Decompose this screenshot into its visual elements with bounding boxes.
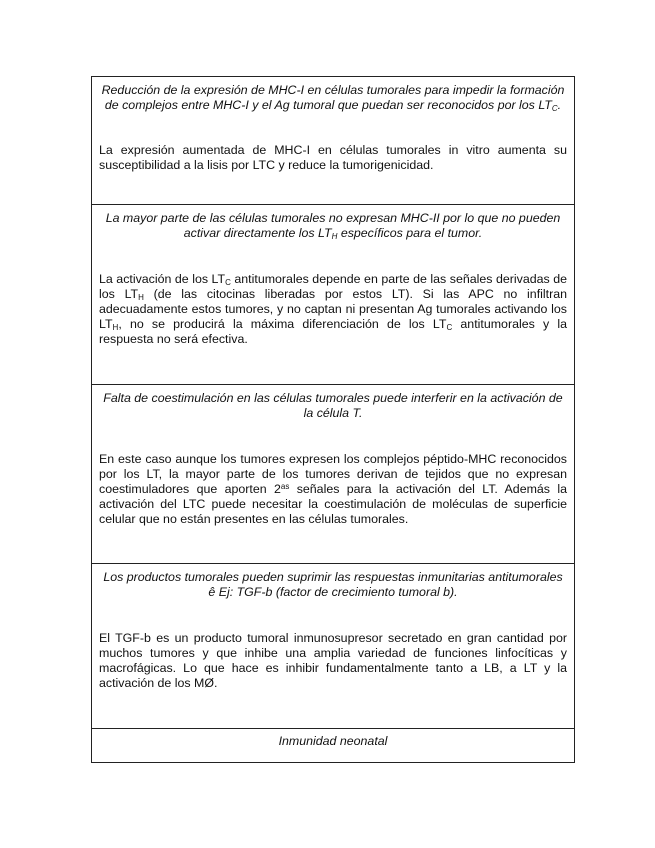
content-table bbox=[91, 76, 575, 763]
body-text: , no se producirá la máxima diferenciación de los LT bbox=[118, 317, 447, 331]
body-text: En este caso aunque los tumores expresen los complejos péptido-MHC reconocidos por los LT, la mayor parte de los tumores derivan de tejidos que no expresan coestimuladores que aporten 2 bbox=[99, 452, 567, 496]
section-coestimulacion bbox=[92, 384, 574, 563]
section-productos-tumorales bbox=[92, 563, 574, 728]
section-mhc-ii bbox=[92, 204, 574, 384]
section-heading: Inmunidad neonatal bbox=[278, 734, 388, 748]
section-body: El TGF-b es un producto tumoral inmunosupresor secretado en gran cantidad por muchos tumores y que inhibe una amplia variedad de funciones linfocíticas y macrofágicas. Lo que hace es inhibir fundamentalmente tanto a LB, a LT y la activación de los MØ. bbox=[99, 631, 567, 690]
section-body bbox=[99, 272, 567, 347]
heading-text: . bbox=[557, 98, 562, 112]
section-heading: Los productos tumorales pueden suprimir las respuestas inmunitarias antitumorales ê Ej: TGF-b (factor de crecimiento tumoral b). bbox=[103, 570, 563, 599]
subscript: C bbox=[446, 323, 453, 332]
section-heading: Falta de coestimulación en las células tumorales puede interferir en la activación de la célula T. bbox=[103, 391, 563, 420]
heading-text: específicos para el tumor. bbox=[337, 226, 483, 240]
body-text: La activación de los LT bbox=[99, 272, 226, 286]
heading-text: Reducción de la expresión de MHC-I en células tumorales para impedir la formación de complejos entre MHC-I y el Ag tumoral que puedan ser reconocidos por los LT bbox=[101, 83, 565, 112]
body-text: señales para la activación del LT. Además la activación del LTC puede necesitar la coestimulación de moléculas de superficie celular que no están presentes en las células tumorales. bbox=[99, 482, 567, 526]
subscript: C bbox=[551, 104, 558, 113]
body-text: (de las citocinas liberadas por estos LT). Si las APC no infiltran adecuadamente estos tumores, y no captan ni presentan Ag tumorales activando los LT bbox=[99, 287, 567, 331]
section-heading bbox=[99, 77, 567, 113]
section-body bbox=[99, 452, 567, 527]
section-body: La expresión aumentada de MHC-I en células tumorales in vitro aumenta su susceptibilidad a la lisis por LTC y reduce la tumorigenicidad. bbox=[99, 143, 567, 172]
subscript: H bbox=[331, 232, 338, 241]
subscript: H bbox=[138, 293, 144, 302]
heading-text: La mayor parte de las células tumorales no expresan MHC-II por lo que no pueden activar directamente los LT bbox=[105, 211, 561, 240]
section-inmunidad-neonatal bbox=[92, 728, 574, 762]
section-heading bbox=[99, 205, 567, 241]
subscript: C bbox=[225, 278, 231, 287]
section-mhc-i bbox=[92, 77, 574, 204]
body-text: antitumorales depende en parte de las señales derivadas de los LT bbox=[99, 272, 568, 301]
body-text: antitumorales y la respuesta no será efectiva. bbox=[99, 317, 567, 346]
superscript: as bbox=[280, 482, 290, 491]
subscript: H bbox=[112, 323, 119, 332]
